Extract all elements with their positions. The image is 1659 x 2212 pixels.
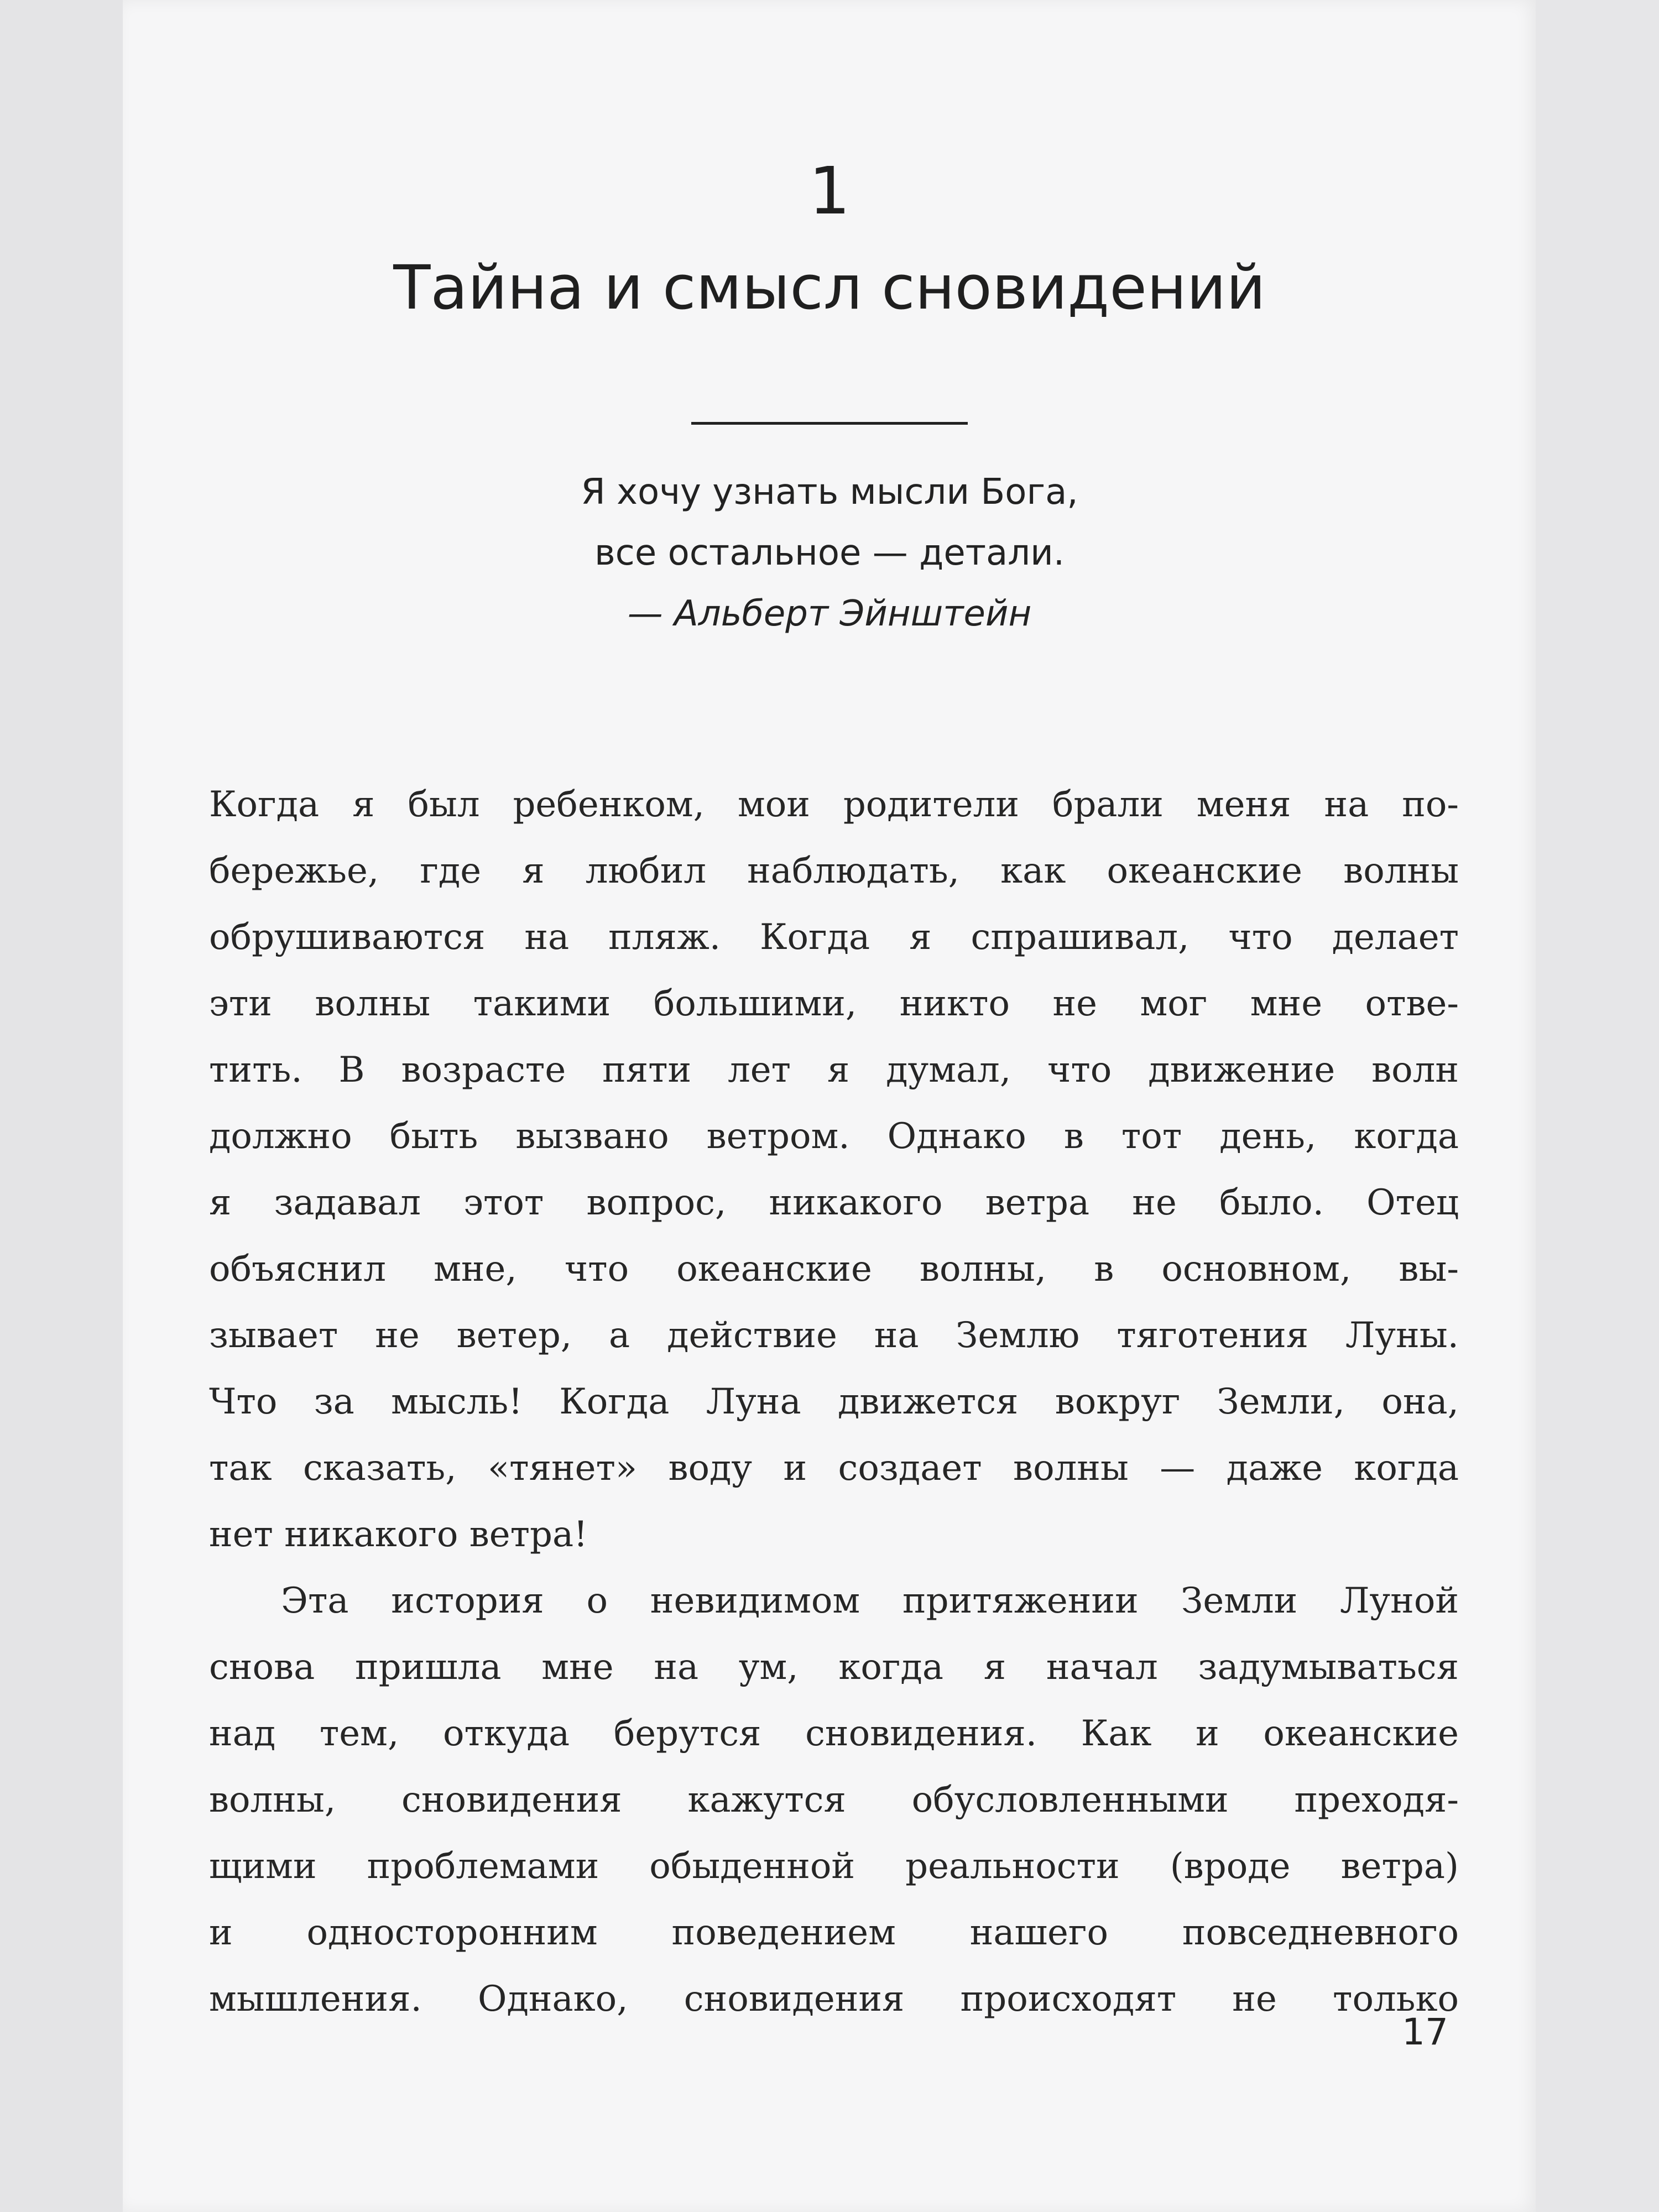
chapter-title: Тайна и смысл сновидений bbox=[393, 252, 1266, 323]
chapter-number: 1 bbox=[808, 153, 851, 229]
text-line: Что за мысль! Когда Луна движется вокруг Земли, она, bbox=[209, 1381, 1459, 1422]
text-line: так сказать, «тянет» воду и создает волны — даже когда bbox=[209, 1448, 1459, 1489]
text-line: нет никакого ветра! bbox=[209, 1514, 588, 1555]
left-page-edge bbox=[0, 0, 123, 2212]
text-line: должно быть вызвано ветром. Однако в тот день, когда bbox=[209, 1116, 1459, 1157]
body-text bbox=[209, 771, 1459, 2032]
title-divider bbox=[691, 422, 968, 425]
page-number: 17 bbox=[1402, 2011, 1448, 2053]
text-line: тить. В возрасте пяти лет я думал, что движение волн bbox=[209, 1050, 1459, 1091]
epigraph-line: все остальное — детали. bbox=[594, 533, 1065, 573]
text-line: я задавал этот вопрос, никакого ветра не было. Отец bbox=[209, 1182, 1459, 1223]
right-page-edge bbox=[1536, 0, 1659, 2212]
text-line: зывает не ветер, а действие на Землю тяготения Луны. bbox=[209, 1315, 1459, 1356]
epigraph-line: Я хочу узнать мысли Бога, bbox=[581, 472, 1078, 513]
text-line: щими проблемами обыденной реальности (вроде ветра) bbox=[209, 1846, 1459, 1887]
text-line: Когда я был ребенком, мои родители брали меня на по- bbox=[209, 784, 1459, 825]
text-line: обрушиваются на пляж. Когда я спрашивал, что делает bbox=[209, 917, 1459, 958]
text-line: над тем, откуда берутся сновидения. Как и океанские bbox=[209, 1713, 1459, 1754]
text-line: мышления. Однако, сновидения происходят не только bbox=[209, 1979, 1459, 2020]
epigraph bbox=[0, 462, 1659, 644]
text-line: Эта история о невидимом притяжении Земли Луной bbox=[281, 1580, 1459, 1621]
epigraph-author: — Альберт Эйнштейн bbox=[627, 593, 1032, 634]
text-line: эти волны такими большими, никто не мог мне отве- bbox=[209, 983, 1459, 1024]
text-line: бережье, где я любил наблюдать, как океанские волны bbox=[209, 851, 1459, 891]
text-line: волны, сновидения кажутся обусловленными преходя- bbox=[209, 1780, 1459, 1820]
text-line: снова пришла мне на ум, когда я начал задумываться bbox=[209, 1647, 1459, 1688]
text-line: и односторонним поведением нашего повседневного bbox=[209, 1912, 1459, 1953]
text-line: объяснил мне, что океанские волны, в основном, вы- bbox=[209, 1249, 1459, 1290]
